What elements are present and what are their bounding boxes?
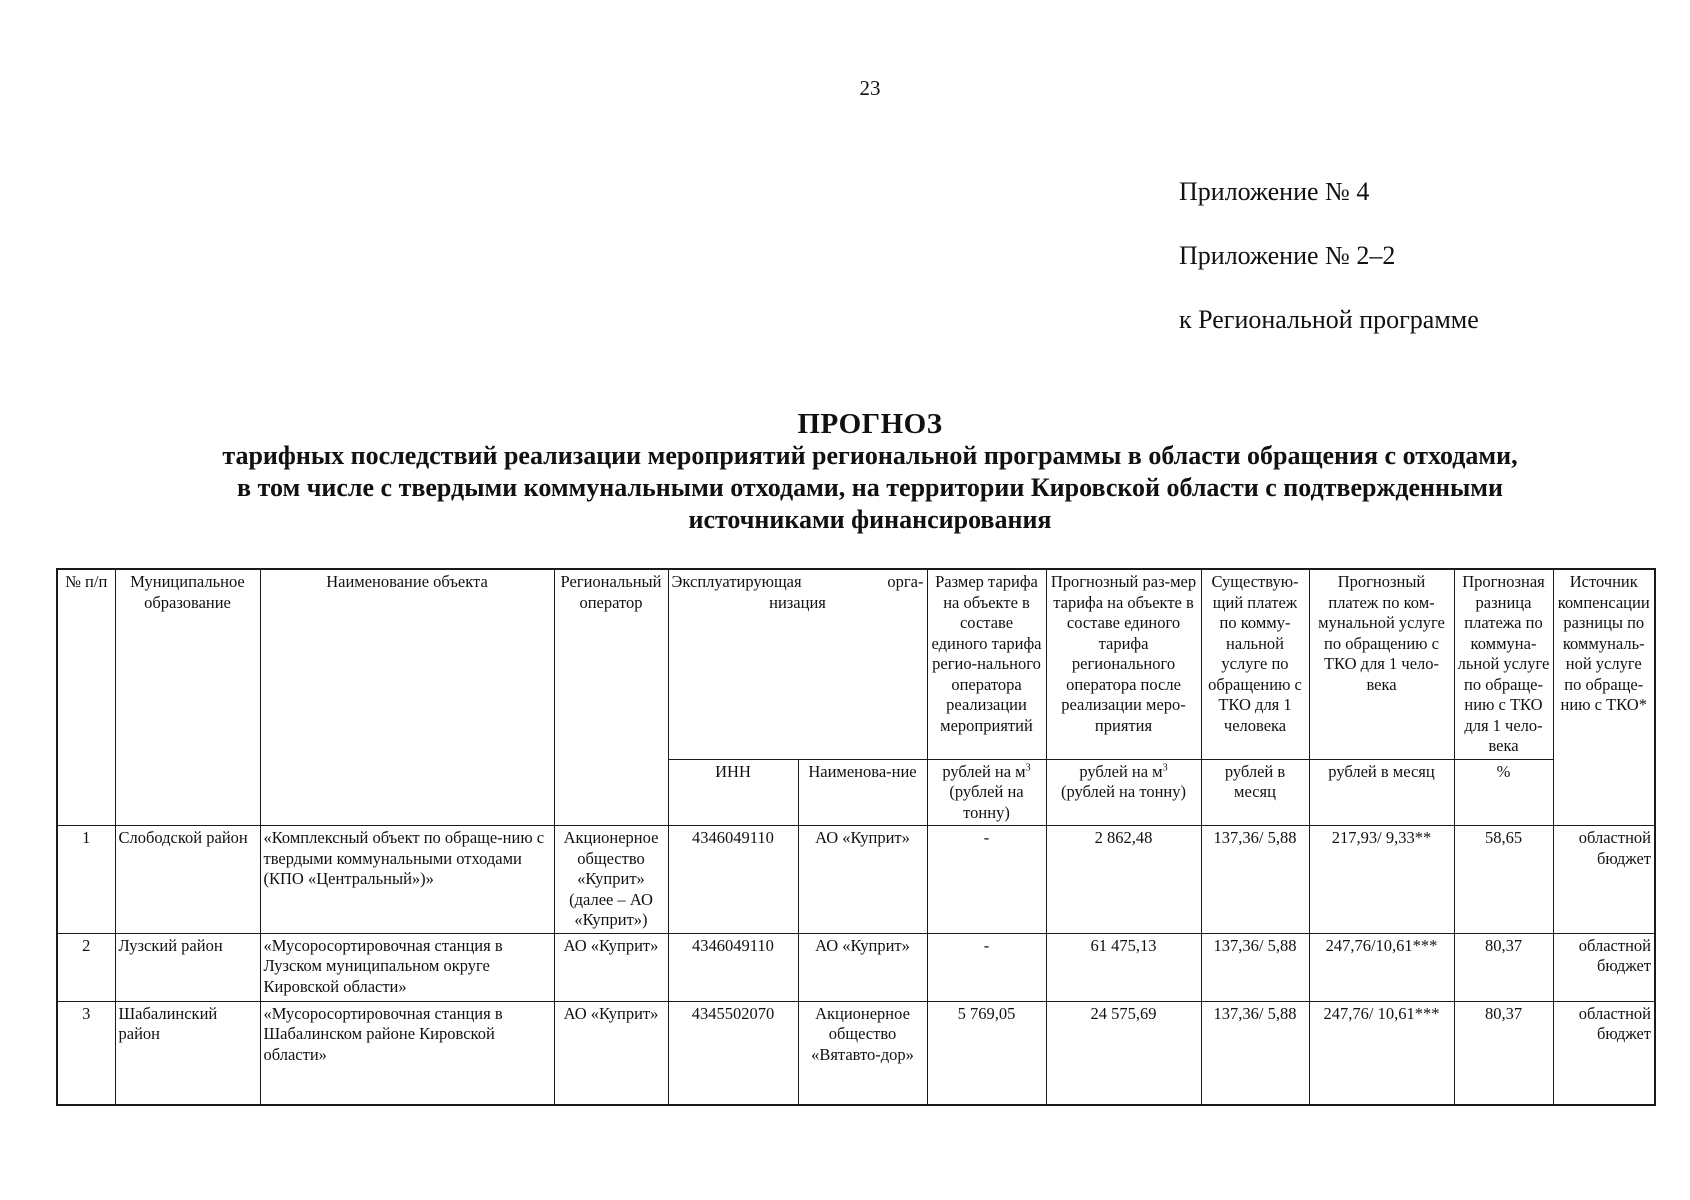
table-header-row (57, 569, 1655, 759)
cell-tariff-forecast: 61 475,13 (1046, 933, 1201, 1001)
cell-inn: 4346049110 (668, 933, 798, 1001)
header-operating-org (668, 569, 927, 759)
cell-tariff-size: - (927, 826, 1046, 934)
cell-municipality: Лузский район (115, 933, 260, 1001)
cell-object: «Комплексный объект по обраще-нию с твердыми коммунальными отходами (КПО «Центральный»)» (260, 826, 554, 934)
unit-tariff-forecast-text-2: (рублей на тонну) (1061, 782, 1186, 801)
cell-num: 2 (57, 933, 115, 1001)
cell-inn: 4345502070 (668, 1001, 798, 1105)
cell-tariff-size: - (927, 933, 1046, 1001)
cell-forecast-payment: 247,76/10,61*** (1309, 933, 1454, 1001)
header-object: Наименование объекта (260, 569, 554, 826)
header-unit-current: рублей в месяц (1201, 759, 1309, 826)
cell-object: «Мусоросортировочная станция в Лузском муниципальном округе Кировской области» (260, 933, 554, 1001)
header-unit-tariff-forecast (1046, 759, 1201, 826)
header-org-name: Наименова-ние (798, 759, 927, 826)
title-line-3: источниками финансирования (688, 505, 1052, 534)
table-row (57, 933, 1655, 1001)
cell-org-name: Акционерное общество «Вятавто-дор» (798, 1001, 927, 1105)
page-number: 23 (859, 76, 881, 100)
cell-tariff-forecast: 2 862,48 (1046, 826, 1201, 934)
cell-inn: 4346049110 (668, 826, 798, 934)
unit-tariff-forecast-text: рублей на м (1079, 761, 1163, 781)
header-inn: ИНН (668, 759, 798, 826)
unit-superscript: 3 (1025, 762, 1031, 773)
cell-operator: АО «Куприт» (554, 933, 668, 1001)
cell-org-name: АО «Куприт» (798, 933, 927, 1001)
title-main: ПРОГНОЗ (797, 408, 943, 440)
cell-tariff-size: 5 769,05 (927, 1001, 1046, 1105)
cell-forecast-diff: 80,37 (1454, 933, 1553, 1001)
cell-forecast-diff: 80,37 (1454, 1001, 1553, 1105)
cell-org-name: АО «Куприт» (798, 826, 927, 934)
header-unit-forecast: рублей в месяц (1309, 759, 1454, 826)
annex-line-3: к Региональной программе (1179, 305, 1479, 334)
cell-object: «Мусоросортировочная станция в Шабалинском районе Кировской области» (260, 1001, 554, 1105)
cell-current-payment: 137,36/ 5,88 (1201, 933, 1309, 1001)
cell-current-payment: 137,36/ 5,88 (1201, 1001, 1309, 1105)
header-municipality: Муниципальное образование (115, 569, 260, 826)
title-line-1: тарифных последствий реализации мероприятий региональной программы в области обращения с отходами, (222, 441, 1518, 470)
unit-superscript: 3 (1162, 762, 1168, 773)
annex-line-2: Приложение № 2–2 (1179, 241, 1396, 270)
cell-current-payment: 137,36/ 5,88 (1201, 826, 1309, 934)
table-row (57, 826, 1655, 934)
header-operator: Региональный оператор (554, 569, 668, 826)
header-forecast-diff: Прогнозная разница платежа по коммуна-льной услуге по обраще-нию с ТКО для 1 чело-века (1454, 569, 1553, 759)
header-operating-org-cont: низация (769, 592, 826, 612)
cell-forecast-diff: 58,65 (1454, 826, 1553, 934)
unit-tariff-size-text: рублей на м (942, 761, 1026, 781)
table-row (57, 1001, 1655, 1105)
cell-num: 1 (57, 826, 115, 934)
header-unit-diff: % (1454, 759, 1553, 826)
forecast-table (56, 568, 1656, 1106)
cell-source: областной бюджет (1553, 826, 1655, 934)
cell-forecast-payment: 217,93/ 9,33** (1309, 826, 1454, 934)
cell-municipality: Шабалинский район (115, 1001, 260, 1105)
cell-num: 3 (57, 1001, 115, 1105)
unit-tariff-size-text-2: (рублей на тонну) (949, 782, 1024, 822)
annex-line-1: Приложение № 4 (1179, 177, 1370, 206)
cell-source: областной бюджет (1553, 1001, 1655, 1105)
header-num: № п/п (57, 569, 115, 826)
cell-operator: Акционерное общество «Куприт» (далее – АО «Куприт») (554, 826, 668, 934)
header-current-payment: Существую-щий платеж по комму-нальной услуге по обращению с ТКО для 1 человека (1201, 569, 1309, 759)
header-operating-org-left: Эксплуатирующая (671, 572, 802, 591)
cell-tariff-forecast: 24 575,69 (1046, 1001, 1201, 1105)
header-tariff-forecast: Прогнозный раз-мер тарифа на объекте в составе единого тарифа регионального оператора после реализации меро-приятия (1046, 569, 1201, 759)
header-unit-tariff-size (927, 759, 1046, 826)
header-operating-org-right: орга- (887, 572, 924, 591)
document-title (60, 408, 1680, 536)
header-forecast-payment: Прогнозный платеж по ком-мунальной услуге по обращению с ТКО для 1 чело-века (1309, 569, 1454, 759)
cell-operator: АО «Куприт» (554, 1001, 668, 1105)
header-source: Источник компенсации разницы по коммуналь-ной услуге по обраще-нию с ТКО* (1553, 569, 1655, 826)
cell-municipality: Слободской район (115, 826, 260, 934)
cell-forecast-payment: 247,76/ 10,61*** (1309, 1001, 1454, 1105)
cell-source: областной бюджет (1553, 933, 1655, 1001)
header-tariff-size: Размер тарифа на объекте в составе единого тарифа регио-нального оператора реализации мероприятий (927, 569, 1046, 759)
title-line-2: в том числе с твердыми коммунальными отходами, на территории Кировской области с подтвержденными (237, 473, 1503, 502)
